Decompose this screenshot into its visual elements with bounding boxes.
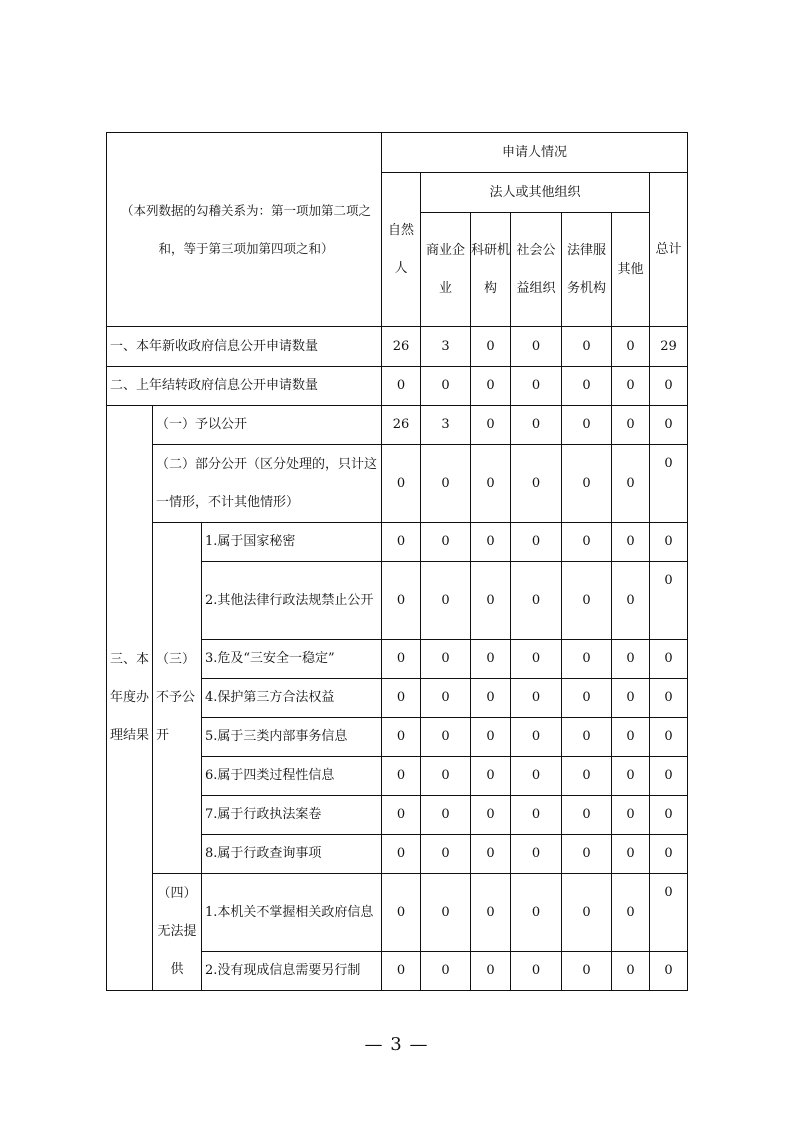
cell: 0 <box>612 796 650 835</box>
cell: 0 <box>511 562 562 640</box>
row-label: （二）部分公开（区分处理的，只计这一情形，不计其他情形） <box>153 445 382 523</box>
cell: 0 <box>471 523 511 562</box>
cell: 0 <box>650 406 688 445</box>
applicant-header: 申请人情况 <box>382 133 688 173</box>
cell: 0 <box>562 327 612 367</box>
row-label: （一）予以公开 <box>153 406 382 445</box>
cell: 0 <box>382 952 421 991</box>
group-label-cannot-provide: （四）无法提供 <box>153 874 202 991</box>
cell: 0 <box>650 523 688 562</box>
cell: 0 <box>612 718 650 757</box>
cell: 0 <box>511 679 562 718</box>
row-label: 1.本机关不掌握相关政府信息 <box>202 874 382 952</box>
cell: 0 <box>382 562 421 640</box>
row-label: 7.属于行政执法案卷 <box>202 796 382 835</box>
natural-person-header: 自然人 <box>382 173 421 327</box>
cell: 0 <box>421 718 471 757</box>
cell: 0 <box>382 523 421 562</box>
cell: 0 <box>612 406 650 445</box>
cell: 0 <box>382 640 421 679</box>
cell: 0 <box>562 874 612 952</box>
cell: 0 <box>612 445 650 523</box>
cell: 0 <box>382 718 421 757</box>
cell: 0 <box>382 367 421 406</box>
group-label-not-disclosed: （三）不予公开 <box>153 523 202 874</box>
table-row <box>107 406 688 445</box>
row-label: 4.保护第三方合法权益 <box>202 679 382 718</box>
row-label: 一、本年新收政府信息公开申请数量 <box>107 327 382 367</box>
cell: 0 <box>421 952 471 991</box>
cell: 0 <box>421 523 471 562</box>
cell: 0 <box>421 679 471 718</box>
cell: 0 <box>562 835 612 874</box>
row-label: 2.没有现成信息需要另行制 <box>202 952 382 991</box>
cell: 0 <box>562 757 612 796</box>
cell: 0 <box>612 562 650 640</box>
cell: 29 <box>650 327 688 367</box>
table-note: （本列数据的勾稽关系为：第一项加第二项之和，等于第三项加第四项之和） <box>107 133 382 327</box>
cell: 0 <box>421 445 471 523</box>
row-label: 2.其他法律行政法规禁止公开 <box>202 562 382 640</box>
cell: 0 <box>471 445 511 523</box>
cell: 0 <box>471 952 511 991</box>
cell: 26 <box>382 406 421 445</box>
row-label: 5.属于三类内部事务信息 <box>202 718 382 757</box>
row-label: 6.属于四类过程性信息 <box>202 757 382 796</box>
cell: 0 <box>562 445 612 523</box>
cell: 0 <box>612 835 650 874</box>
cell: 0 <box>511 874 562 952</box>
cell: 0 <box>562 952 612 991</box>
row-label: 3.危及“三安全一稳定” <box>202 640 382 679</box>
cell: 0 <box>471 718 511 757</box>
total-header: 总计 <box>650 173 688 327</box>
cell: 0 <box>471 757 511 796</box>
other-header: 其他 <box>612 213 650 327</box>
cell: 0 <box>612 952 650 991</box>
cell: 0 <box>650 874 688 952</box>
cell: 0 <box>562 406 612 445</box>
disclosure-table <box>106 132 688 991</box>
cell: 0 <box>382 679 421 718</box>
commercial-header: 商业企业 <box>421 213 471 327</box>
cell: 0 <box>382 757 421 796</box>
cell: 0 <box>471 562 511 640</box>
social-header: 社会公益组织 <box>511 213 562 327</box>
cell: 0 <box>382 835 421 874</box>
cell: 0 <box>650 367 688 406</box>
cell: 0 <box>511 835 562 874</box>
cell: 0 <box>612 523 650 562</box>
table-row <box>107 327 688 367</box>
cell: 0 <box>421 562 471 640</box>
cell: 0 <box>511 718 562 757</box>
cell: 0 <box>612 640 650 679</box>
cell: 0 <box>562 523 612 562</box>
row-label: 1.属于国家秘密 <box>202 523 382 562</box>
cell: 0 <box>471 406 511 445</box>
cell: 0 <box>471 679 511 718</box>
cell: 0 <box>562 562 612 640</box>
cell: 0 <box>650 757 688 796</box>
cell: 0 <box>562 796 612 835</box>
page-number: — 3 — <box>364 1034 429 1055</box>
cell: 0 <box>382 445 421 523</box>
cell: 0 <box>511 367 562 406</box>
cell: 0 <box>511 796 562 835</box>
cell: 0 <box>471 874 511 952</box>
cell: 0 <box>650 796 688 835</box>
cell: 0 <box>471 367 511 406</box>
cell: 0 <box>511 952 562 991</box>
cell: 0 <box>612 327 650 367</box>
cell: 0 <box>511 640 562 679</box>
table-row <box>107 523 688 562</box>
cell: 0 <box>421 796 471 835</box>
cell: 0 <box>612 367 650 406</box>
legal-entity-header: 法人或其他组织 <box>421 173 650 213</box>
row-label: 8.属于行政查询事项 <box>202 835 382 874</box>
cell: 0 <box>650 679 688 718</box>
cell: 0 <box>562 718 612 757</box>
cell: 0 <box>421 874 471 952</box>
research-header: 科研机构 <box>471 213 511 327</box>
cell: 0 <box>511 523 562 562</box>
cell: 3 <box>421 327 471 367</box>
cell: 0 <box>511 445 562 523</box>
group-label-results: 三、本年度办理结果 <box>107 406 153 991</box>
cell: 26 <box>382 327 421 367</box>
cell: 0 <box>650 952 688 991</box>
cell: 0 <box>612 679 650 718</box>
cell: 0 <box>471 796 511 835</box>
law-service-header: 法律服务机构 <box>562 213 612 327</box>
cell: 3 <box>421 406 471 445</box>
table-row <box>107 367 688 406</box>
cell: 0 <box>650 835 688 874</box>
cell: 0 <box>382 874 421 952</box>
cell: 0 <box>511 757 562 796</box>
cell: 0 <box>471 835 511 874</box>
cell: 0 <box>421 640 471 679</box>
cell: 0 <box>612 874 650 952</box>
table-row <box>107 874 688 952</box>
cell: 0 <box>650 445 688 523</box>
cell: 0 <box>421 367 471 406</box>
cell: 0 <box>511 327 562 367</box>
cell: 0 <box>471 327 511 367</box>
cell: 0 <box>382 796 421 835</box>
cell: 0 <box>511 406 562 445</box>
cell: 0 <box>650 640 688 679</box>
cell: 0 <box>562 367 612 406</box>
cell: 0 <box>421 835 471 874</box>
cell: 0 <box>421 757 471 796</box>
cell: 0 <box>650 562 688 640</box>
cell: 0 <box>562 640 612 679</box>
cell: 0 <box>650 718 688 757</box>
cell: 0 <box>471 640 511 679</box>
row-label: 二、上年结转政府信息公开申请数量 <box>107 367 382 406</box>
cell: 0 <box>562 679 612 718</box>
table-row <box>107 445 688 523</box>
cell: 0 <box>612 757 650 796</box>
